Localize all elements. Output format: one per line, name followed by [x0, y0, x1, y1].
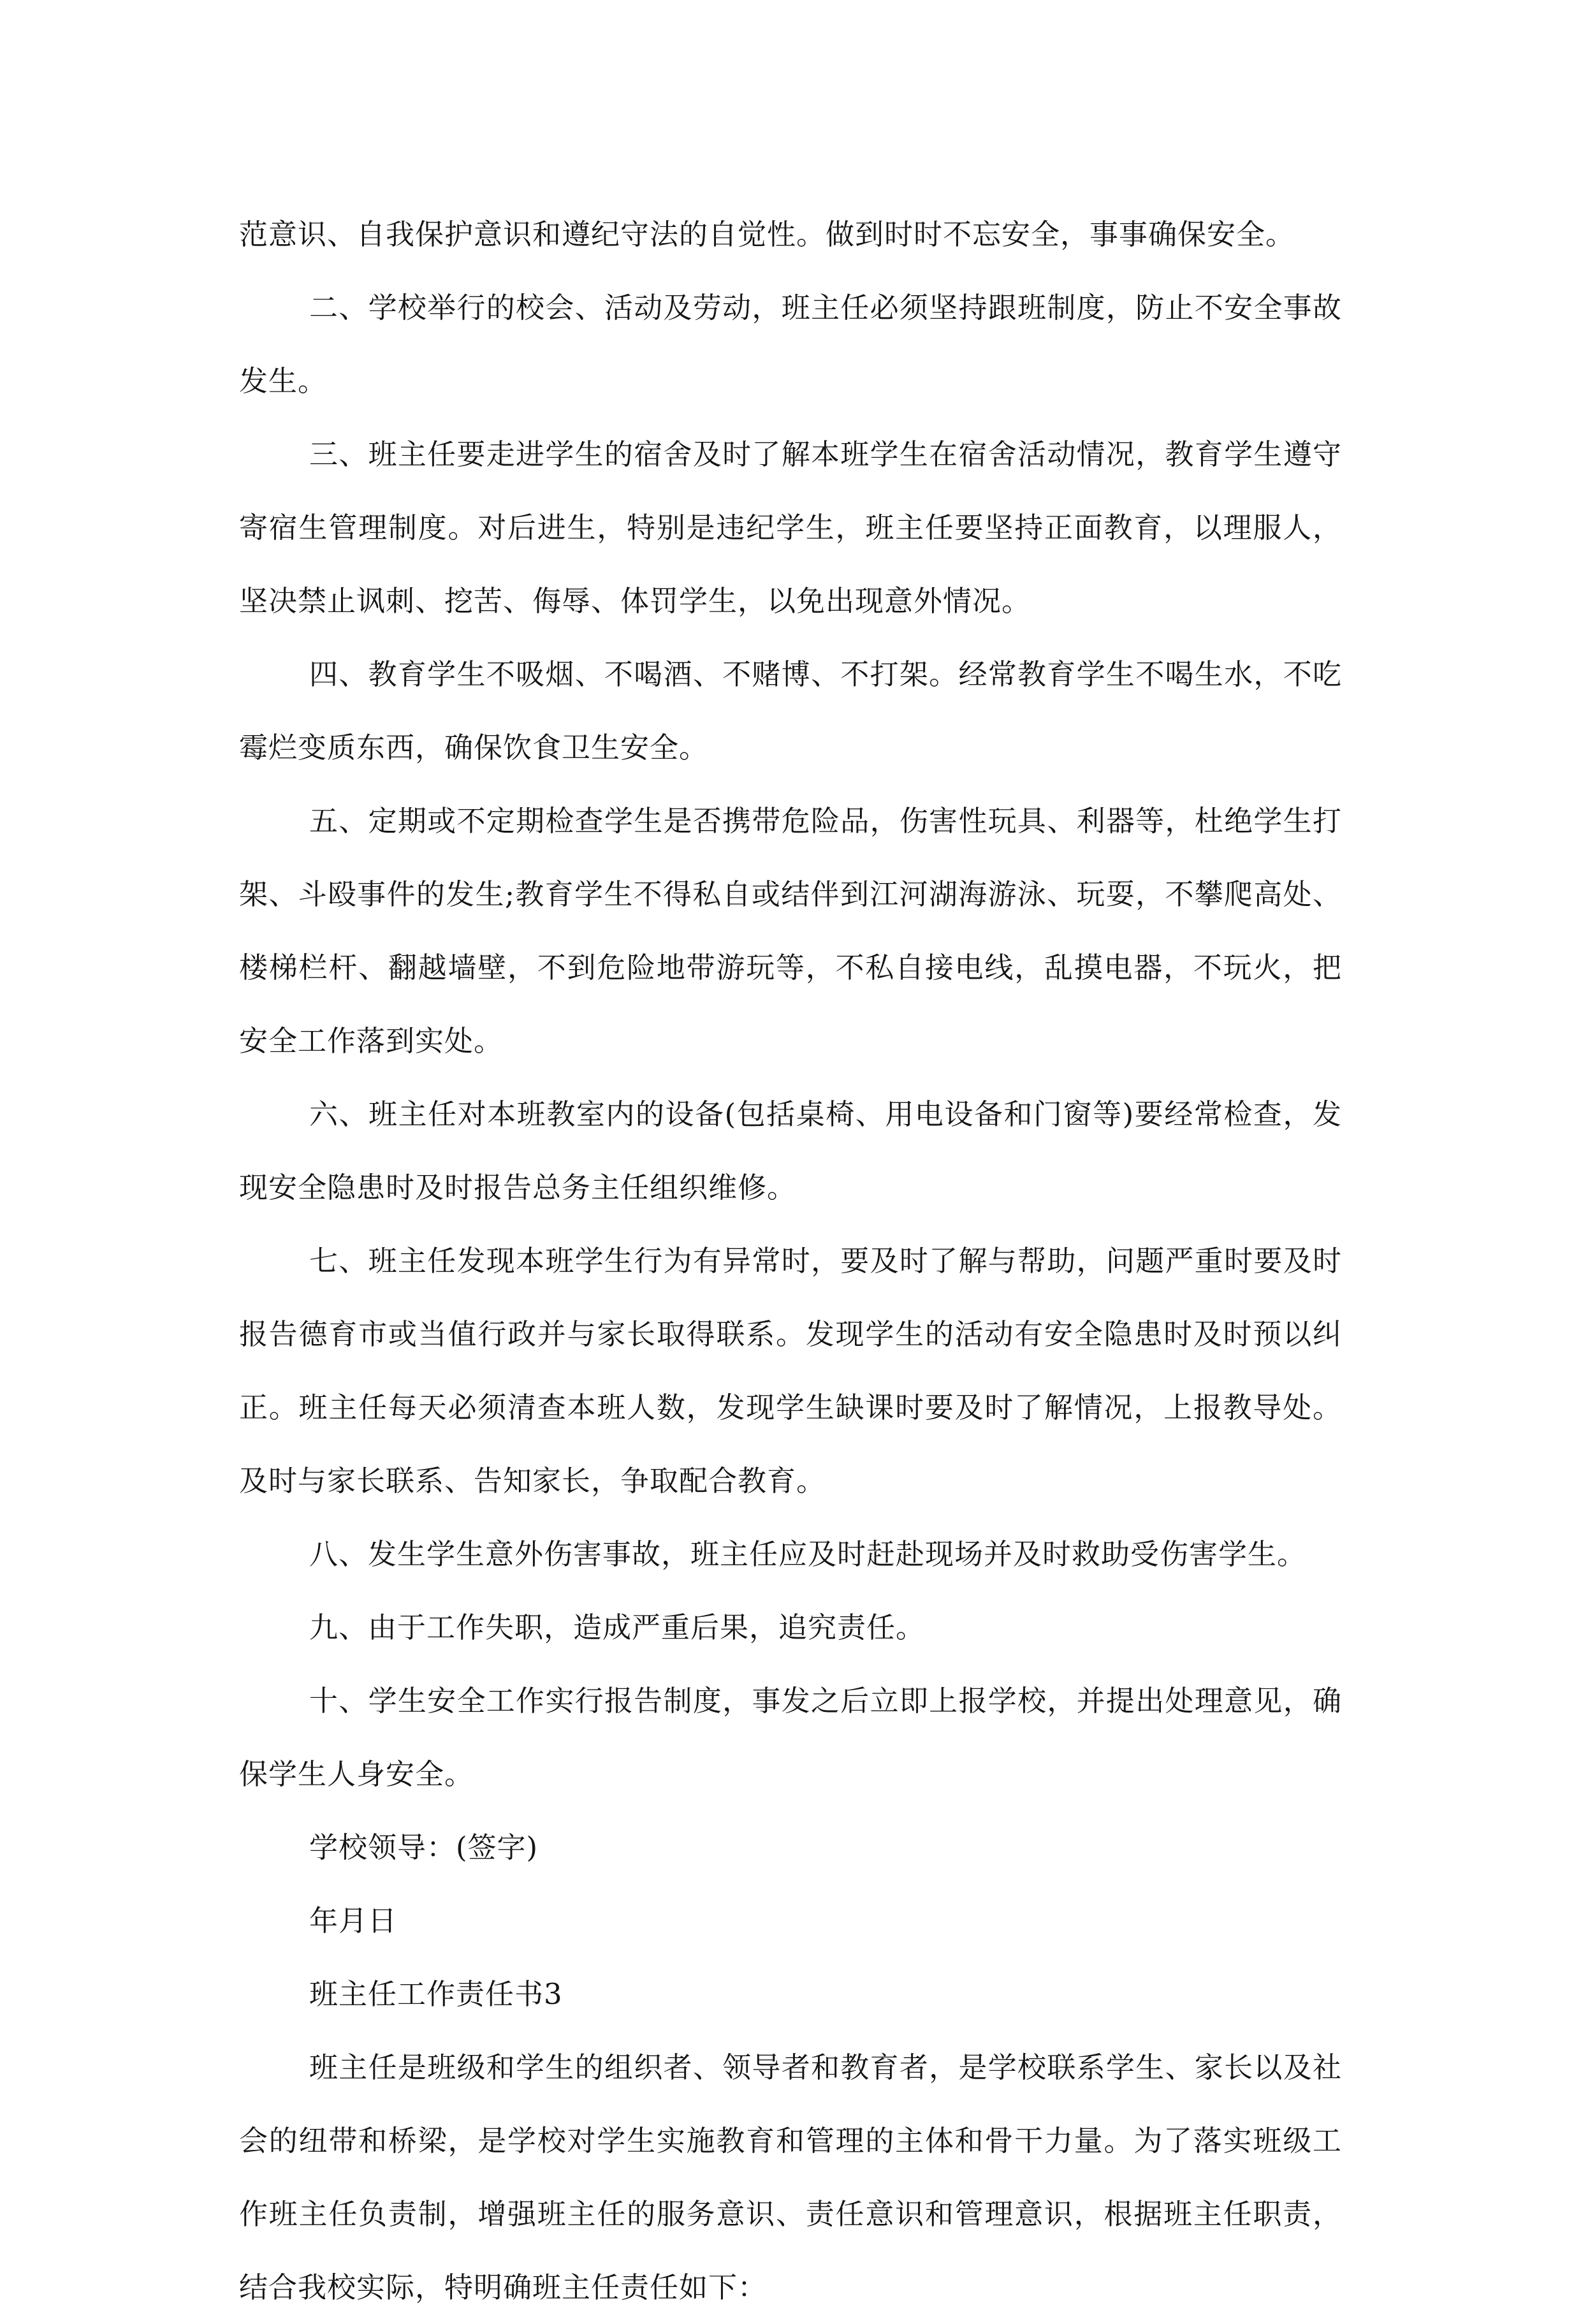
paragraph-continuation: 范意识、自我保护意识和遵纪守法的自觉性。做到时时不忘安全，事事确保安全。 — [239, 217, 1295, 251]
paragraph-item-10: 十、学生安全工作实行报告制度，事发之后立即上报学校，并提出处理意见，确保学生人身安全。 — [239, 1684, 1342, 1791]
paragraph-item-3: 三、班主任要走进学生的宿舍及时了解本班学生在宿舍活动情况，教育学生遵守寄宿生管理制度。对后进生，特别是违纪学生，班主任要坚持正面教育，以理服人，坚决禁止讽刺、挖苦、侮辱、体罚学生，以免出现意外情况。 — [239, 437, 1342, 618]
paragraph-item-4: 四、教育学生不吸烟、不喝酒、不赌博、不打架。经常教育学生不喝生水，不吃霉烂变质东西，确保饮食卫生安全。 — [239, 657, 1342, 764]
date-line: 年月日 — [309, 1904, 398, 1938]
signature-line: 学校领导：(签字) — [309, 1831, 539, 1864]
paragraph-item-5: 五、定期或不定期检查学生是否携带危险品，伤害性玩具、利器等，杜绝学生打架、斗殴事件的发生;教育学生不得私自或结伴到江河湖海游泳、玩耍，不攀爬高处、楼梯栏杆、翻越墙壁，不到危险地带游玩等，不私自接电线，乱摸电器，不玩火，把安全工作落到实处。 — [239, 804, 1342, 1058]
paragraph-intro: 班主任是班级和学生的组织者、领导者和教育者，是学校联系学生、家长以及社会的纽带和桥梁，是学校对学生实施教育和管理的主体和骨干力量。为了落实班级工作班主任负责制，增强班主任的服务意识、责任意识和管理意识，根据班主任职责，结合我校实际，特明确班主任责任如下： — [239, 2050, 1342, 2304]
paragraph-item-9: 九、由于工作失职，造成严重后果，追究责任。 — [309, 1611, 926, 1644]
section-title: 班主任工作责任书3 — [309, 1977, 563, 2011]
paragraph-item-8: 八、发生学生意外伤害事故，班主任应及时赶赴现场并及时救助受伤害学生。 — [309, 1537, 1307, 1571]
paragraph-item-7: 七、班主任发现本班学生行为有异常时，要及时了解与帮助，问题严重时要及时报告德育市或当值行政并与家长取得联系。发现学生的活动有安全隐患时及时预以纠正。班主任每天必须清查本班人数，发现学生缺课时要及时了解情况，上报教导处。及时与家长联系、告知家长，争取配合教育。 — [239, 1244, 1342, 1498]
paragraph-item-6: 六、班主任对本班教室内的设备(包括桌椅、用电设备和门窗等)要经常检查，发现安全隐患时及时报告总务主任组织维修。 — [239, 1097, 1342, 1204]
document-page — [239, 198, 1342, 2324]
paragraph-item-2: 二、学校举行的校会、活动及劳动，班主任必须坚持跟班制度，防止不安全事故发生。 — [239, 291, 1342, 398]
